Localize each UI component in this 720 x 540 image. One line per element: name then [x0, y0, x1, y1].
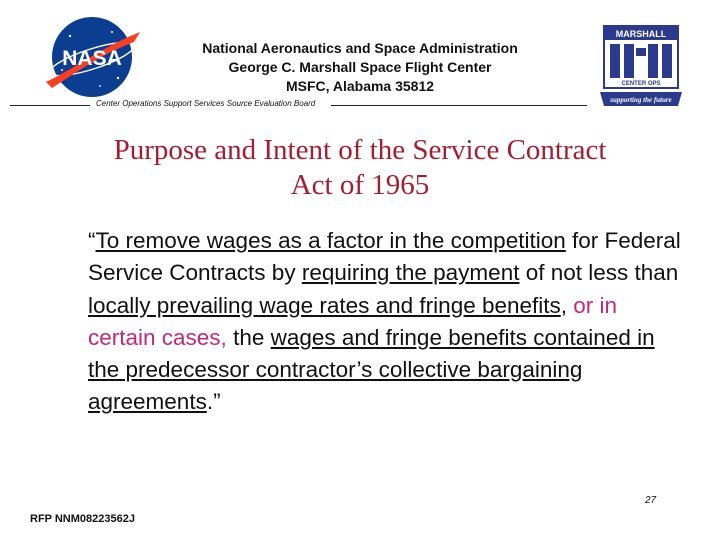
quote-underlined-5: locally prevailing wage rates and fringe benefits	[88, 292, 561, 318]
quote-close: .”	[206, 389, 221, 415]
slide-title	[60, 133, 660, 203]
page-number: 27	[645, 495, 657, 506]
slide-title-line2: Act of 1965	[290, 169, 430, 201]
msfc-logo-subtext: CENTER OPS	[621, 81, 661, 87]
quote-underlined-1: To remove wages as a factor in the competition	[95, 228, 566, 253]
msfc-logo-banner: supporting the future	[610, 96, 672, 104]
msfc-logo-text: MARSHALL	[615, 29, 667, 39]
quote-text-6: ,	[560, 292, 574, 318]
header-board: Center Operations Support Services Source Evaluation Board	[96, 99, 316, 108]
quote-underlined-9: wages and fringe benefits contained in the predecessor contractor’s collective bargaining agreements	[88, 324, 655, 415]
quote-body	[88, 225, 688, 419]
rfp-number: RFP NNM08223562J	[30, 513, 135, 525]
header-rule-right	[331, 105, 587, 106]
header-rule-left	[10, 105, 90, 106]
quote-open: “	[88, 228, 96, 253]
quote-text-2: for Federal Service Contracts by	[88, 228, 681, 286]
slide-title-line1: Purpose and Intent of the Service Contract	[113, 134, 607, 166]
quote-highlight: or in certain cases,	[88, 292, 618, 350]
header-location: MSFC, Alabama 35812	[285, 78, 435, 94]
header-center: George C. Marshall Space Flight Center	[228, 59, 492, 75]
msfc-logo	[598, 22, 684, 108]
quote-text-4: of not less than	[519, 260, 679, 286]
header-agency: National Aeronautics and Space Administration	[202, 40, 518, 56]
nasa-logo-text: NASA	[62, 47, 122, 70]
quote-underlined-3: requiring the payment	[301, 260, 520, 286]
nasa-logo	[42, 12, 142, 102]
quote-text-8: the	[226, 324, 271, 350]
